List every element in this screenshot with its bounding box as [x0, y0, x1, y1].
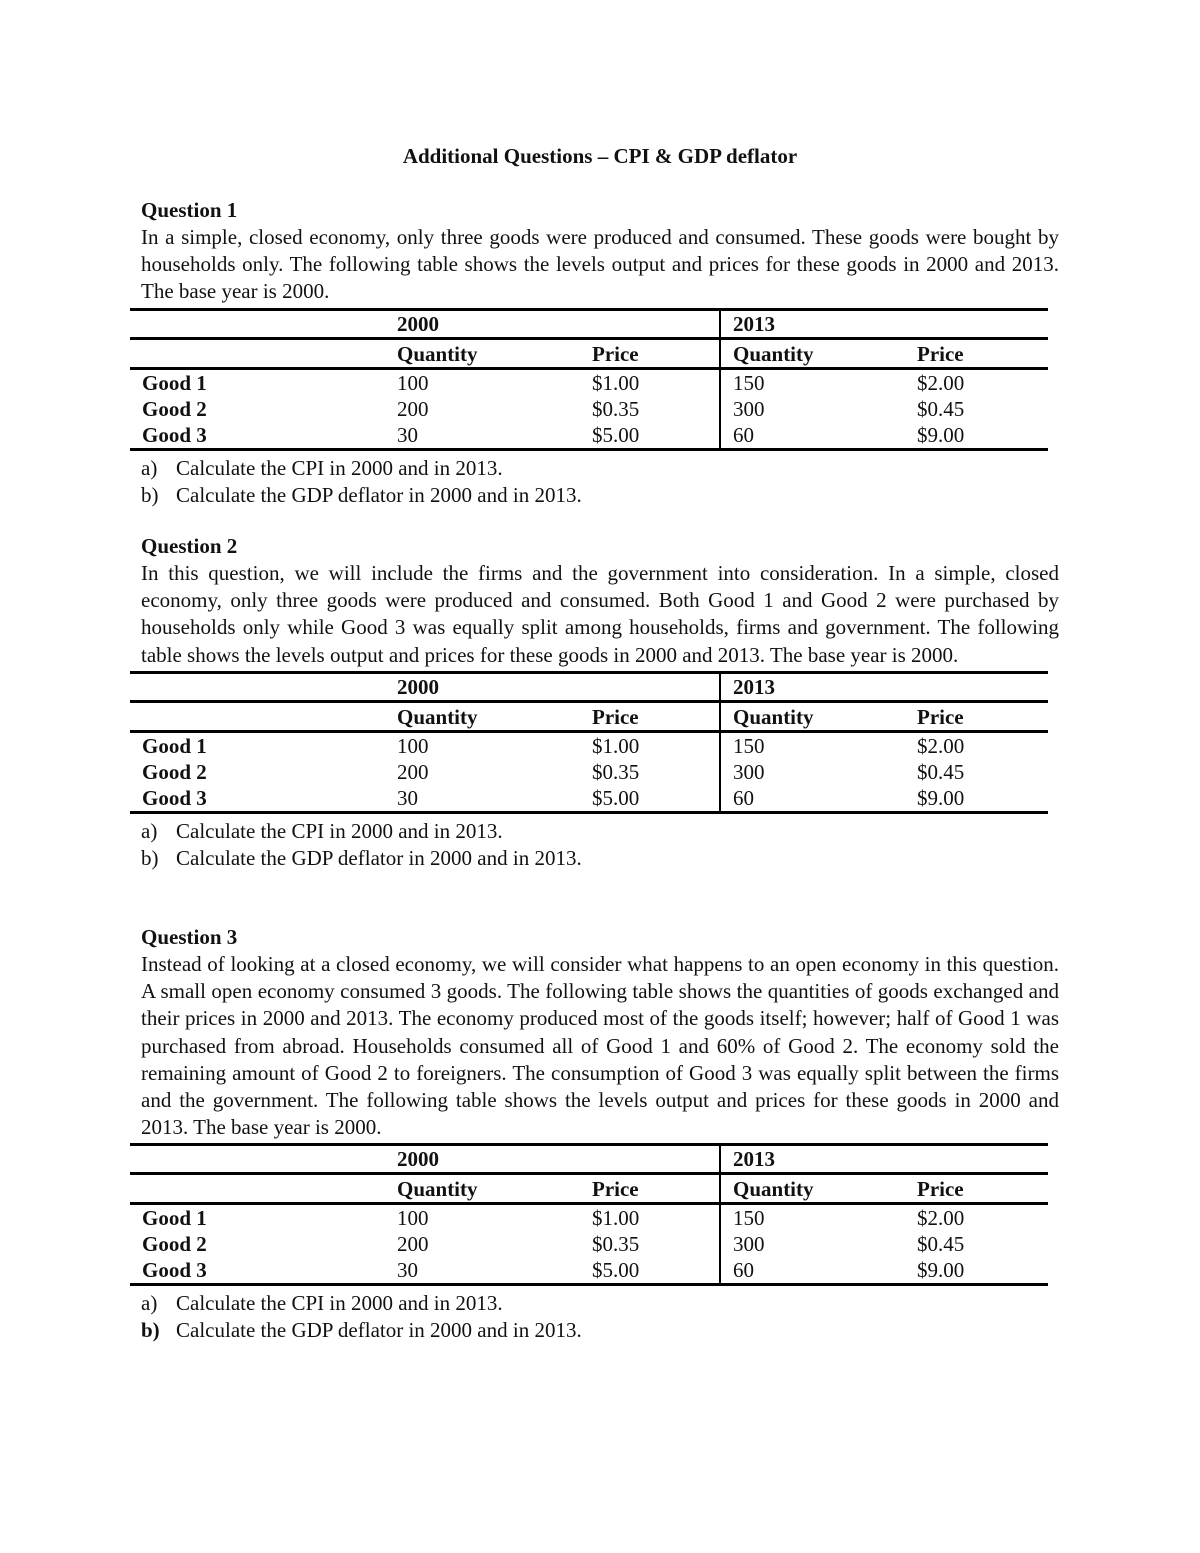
- price-2000: $5.00: [580, 785, 720, 813]
- price-2013: $9.00: [905, 785, 1048, 813]
- price-2013: $0.45: [917, 1232, 965, 1257]
- table-row: [130, 1257, 1048, 1285]
- part-text: Calculate the GDP deflator in 2000 and in 2013.: [176, 482, 582, 507]
- quantity-2000: 100: [397, 370, 429, 395]
- price-2013: $2.00: [917, 1206, 965, 1231]
- question-part-a: [141, 455, 1059, 482]
- year-2013-header: 2013: [720, 309, 1048, 338]
- table-row: [130, 368, 1048, 396]
- table-row: [130, 1231, 1048, 1257]
- data-table: [130, 1143, 1048, 1286]
- part-text: Calculate the CPI in 2000 and in 2013.: [176, 818, 503, 843]
- question-part-b: [141, 845, 1059, 872]
- quantity-2013: 300: [720, 396, 905, 422]
- year-2013-header: 2013: [720, 1145, 1048, 1174]
- table-header-row: [130, 701, 1048, 731]
- part-text: Calculate the GDP deflator in 2000 and in 2013.: [176, 845, 582, 870]
- question-parts: [141, 455, 1059, 509]
- good-label: Good 3: [130, 785, 385, 813]
- year-2000-header: 2000: [385, 1145, 720, 1174]
- table-year-row: [130, 672, 1048, 701]
- quantity-2000: 30: [385, 1257, 580, 1285]
- table-year-row: [130, 1145, 1048, 1174]
- question-parts: [141, 1290, 1059, 1344]
- table-row: [130, 396, 1048, 422]
- part-label: b): [141, 482, 159, 507]
- table-header-row: [130, 338, 1048, 368]
- quantity-2000: 200: [397, 1232, 429, 1257]
- quantity-2013: 150: [720, 731, 905, 759]
- good-label: Good 3: [130, 1257, 385, 1285]
- question-3: [141, 924, 1059, 1344]
- table-header-row: [130, 1174, 1048, 1204]
- quantity-header: Quantity: [720, 338, 905, 368]
- part-text: Calculate the CPI in 2000 and in 2013.: [176, 455, 503, 480]
- table-row: [130, 731, 1048, 759]
- quantity-2013: 60: [720, 785, 905, 813]
- part-label: a): [141, 818, 158, 843]
- table-row: [130, 785, 1048, 813]
- good-label: Good 1: [142, 733, 207, 758]
- year-2000-header: 2000: [385, 309, 720, 338]
- year-2013-header: 2013: [720, 672, 1048, 701]
- quantity-2000: 200: [397, 396, 429, 421]
- quantity-2000: 30: [385, 422, 580, 450]
- price-2013: $2.00: [917, 370, 965, 395]
- price-2000: $5.00: [580, 1257, 720, 1285]
- price-2000: $1.00: [592, 1206, 640, 1231]
- good-label: Good 2: [142, 1232, 207, 1257]
- price-2000: $0.35: [592, 1232, 640, 1257]
- quantity-2000: 100: [397, 1206, 429, 1231]
- price-2000: $1.00: [592, 370, 640, 395]
- quantity-header: Quantity: [385, 1174, 580, 1204]
- good-label: Good 2: [142, 759, 207, 784]
- price-header: Price: [580, 701, 720, 731]
- question-part-b: [141, 1317, 1059, 1344]
- table-row: [130, 1204, 1048, 1232]
- part-text: Calculate the GDP deflator in 2000 and in 2013.: [176, 1318, 582, 1343]
- price-2000: $5.00: [580, 422, 720, 450]
- part-label: a): [141, 1291, 158, 1316]
- table-year-row: [130, 309, 1048, 338]
- part-label: b): [141, 1318, 160, 1343]
- quantity-2013: 150: [720, 1204, 905, 1232]
- table-row: [130, 759, 1048, 785]
- good-label: Good 2: [142, 396, 207, 421]
- quantity-header: Quantity: [385, 701, 580, 731]
- question-heading: Question 2: [141, 534, 238, 558]
- price-2013: $0.45: [917, 396, 965, 421]
- price-2000: $0.35: [592, 759, 640, 784]
- quantity-header: Quantity: [720, 1174, 905, 1204]
- quantity-2013: 60: [720, 1257, 905, 1285]
- question-parts: [141, 818, 1059, 872]
- price-2013: $9.00: [905, 1257, 1048, 1285]
- price-2013: $0.45: [917, 759, 965, 784]
- good-label: Good 3: [130, 422, 385, 450]
- quantity-2000: 100: [397, 733, 429, 758]
- quantity-2013: 300: [720, 759, 905, 785]
- question-part-a: [141, 818, 1059, 845]
- quantity-2013: 60: [720, 422, 905, 450]
- good-label: Good 1: [142, 370, 207, 395]
- question-heading: Question 1: [141, 198, 238, 222]
- table-row: [130, 422, 1048, 450]
- quantity-2013: 150: [720, 368, 905, 396]
- question-1: [141, 197, 1059, 509]
- question-part-b: [141, 482, 1059, 509]
- question-text: In this question, we will include the firms and the government into consideration. In a simple, closed economy, only three goods were produced and consumed. Both Good 1 and Good 2 were purchased by households only while Good 3 was equally split among households, firms and government. The following table shows the levels output and prices for these goods in 2000 and 2013. The base year is 2000.: [141, 561, 1059, 667]
- year-2000-header: 2000: [385, 672, 720, 701]
- document-title: Additional Questions – CPI & GDP deflator: [402, 144, 798, 168]
- price-header: Price: [580, 1174, 720, 1204]
- quantity-2013: 300: [720, 1231, 905, 1257]
- part-text: Calculate the CPI in 2000 and in 2013.: [176, 1291, 503, 1316]
- price-header: Price: [905, 701, 1048, 731]
- quantity-header: Quantity: [720, 701, 905, 731]
- question-2: [141, 533, 1059, 872]
- question-heading: Question 3: [141, 925, 238, 949]
- data-table: [130, 308, 1048, 451]
- price-2013: $9.00: [905, 422, 1048, 450]
- quantity-header: Quantity: [385, 338, 580, 368]
- price-header: Price: [905, 338, 1048, 368]
- price-header: Price: [905, 1174, 1048, 1204]
- price-2000: $1.00: [592, 733, 640, 758]
- quantity-2000: 200: [397, 759, 429, 784]
- data-table: [130, 671, 1048, 814]
- question-text: Instead of looking at a closed economy, we will consider what happens to an open economy in this question. A small open economy consumed 3 goods. The following table shows the quantities of goods exchanged and their prices in 2000 and 2013. The economy produced most of the goods itself; however; half of Good 1 was purchased from abroad. Households consumed all of Good 1 and 60% of Good 2. The economy sold the remaining amount of Good 2 to foreigners. The consumption of Good 3 was equally split between the firms and the government. The following table shows the levels output and prices for these goods in 2000 and 2013. The base year is 2000.: [141, 952, 1059, 1140]
- quantity-2000: 30: [385, 785, 580, 813]
- part-label: a): [141, 455, 158, 480]
- price-header: Price: [580, 338, 720, 368]
- part-label: b): [141, 845, 159, 870]
- good-label: Good 1: [142, 1206, 207, 1231]
- price-2000: $0.35: [592, 396, 640, 421]
- question-text: In a simple, closed economy, only three goods were produced and consumed. These goods were bought by households only. The following table shows the levels output and prices for these goods in 2000 and 2013. The base year is 2000.: [141, 225, 1059, 304]
- question-part-a: [141, 1290, 1059, 1317]
- price-2013: $2.00: [917, 733, 965, 758]
